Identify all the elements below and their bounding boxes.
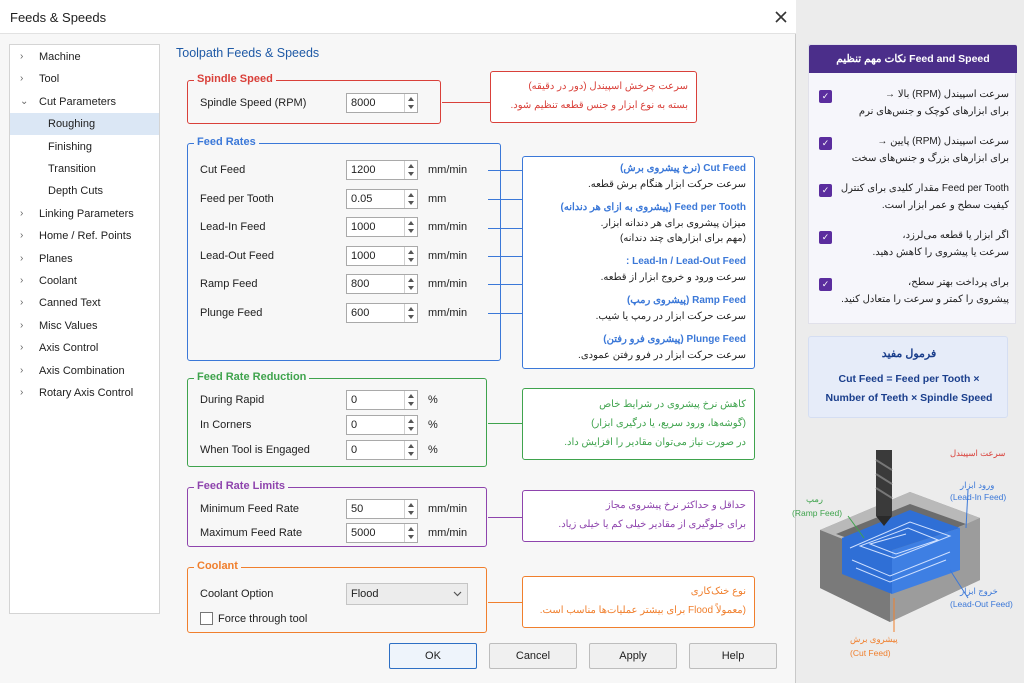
pocket-illustration xyxy=(790,430,1022,670)
ok-button[interactable]: OK xyxy=(389,643,477,669)
spin-arrows-icon[interactable] xyxy=(404,190,417,208)
feed-note-line-4-0: سرعت حرکت ابزار در فرو رفتن عمودی. xyxy=(578,350,746,361)
tree-item-transition[interactable] xyxy=(10,158,159,180)
tree-item-label: Rotary Axis Control xyxy=(39,387,134,399)
feed-note-title-0: Cut Feed (نرخ پیشروی برش) xyxy=(620,163,746,174)
feed-arrow-1 xyxy=(488,199,522,200)
reduction-input-0[interactable] xyxy=(346,390,418,410)
tree-item-label: Roughing xyxy=(48,118,96,131)
checkmark-icon: ✓ xyxy=(819,90,832,103)
feed_rates-value-2: 1000 xyxy=(351,221,376,234)
close-icon[interactable] xyxy=(772,8,790,26)
formula-line2: Number of Teeth × Spindle Speed xyxy=(825,392,993,404)
feed_rates-label-1: Feed per Tooth xyxy=(200,192,274,205)
reduction-note-line1: کاهش نرخ پیشروی در شرایط خاص xyxy=(599,399,746,410)
limits-value-0: 50 xyxy=(351,503,364,515)
limits-label-0: Minimum Feed Rate xyxy=(200,503,300,515)
feed-note-line-2-0: سرعت ورود و خروج ابزار از قطعه. xyxy=(600,272,746,283)
feed_rates-value-3: 1000 xyxy=(351,249,376,262)
tree-item-label: Machine xyxy=(39,51,81,63)
reduction-value-1: 0 xyxy=(351,419,358,431)
feed_rates-value-1: 0.05 xyxy=(351,192,373,205)
tips-header: نکات مهم تنظیم Feed and Speed xyxy=(809,45,1017,73)
feed-limits-title: Feed Rate Limits xyxy=(194,480,288,492)
limits-note xyxy=(522,490,755,542)
feed_rates-label-0: Cut Feed xyxy=(200,164,246,176)
feed-arrow-3 xyxy=(488,256,522,257)
reduction-unit-2: % xyxy=(428,444,438,456)
illus-cut-label: پیشروی برش xyxy=(850,634,898,644)
reduction-note-line2: (گوشه‌ها، ورود سریع، یا درگیری ابزار) xyxy=(591,418,746,429)
spin-arrows-icon[interactable] xyxy=(404,441,417,459)
tree-item-coolant[interactable] xyxy=(10,270,159,292)
tree-item-label: Canned Text xyxy=(39,297,101,310)
illus-cut-en: (Cut Feed) xyxy=(850,648,891,658)
tree-item-depth-cuts[interactable] xyxy=(10,180,159,202)
spindle-speed-input[interactable] xyxy=(346,93,418,113)
reduction-note-line3: در صورت نیاز می‌توان مقادیر را افزایش داد. xyxy=(564,437,746,448)
reduction-label-2: When Tool is Engaged xyxy=(200,444,310,456)
feed_rates-input-5[interactable] xyxy=(346,303,418,323)
reduction-unit-0: % xyxy=(428,394,438,406)
window-title: Feeds & Speeds xyxy=(10,10,107,25)
spin-arrows-icon[interactable] xyxy=(404,304,417,322)
spin-arrows-icon[interactable] xyxy=(404,500,417,518)
limits-label-1: Maximum Feed Rate xyxy=(200,527,303,539)
tip-line-3-1: سرعت یا پیشروی را کاهش دهید. xyxy=(872,247,1009,258)
reduction-label-1: In Corners xyxy=(200,419,252,431)
feed_rates-unit-5: mm/min xyxy=(428,307,468,319)
feed_rates-input-3[interactable] xyxy=(346,246,418,266)
chevron-down-icon[interactable]: ⌄ xyxy=(20,95,29,107)
feed-note-title-2: Lead-In / Lead-Out Feed : xyxy=(625,256,746,267)
formula-box xyxy=(808,336,1008,418)
feed_rates-value-4: 800 xyxy=(351,278,370,291)
illus-leadin-label: ورود ابزار xyxy=(960,480,995,490)
tree-item-label: Axis Combination xyxy=(39,364,125,377)
feed_rates-input-0[interactable] xyxy=(346,160,418,180)
tip-item-4 xyxy=(819,277,1009,315)
feed_rates-label-2: Lead-In Feed xyxy=(200,221,266,234)
reduction-input-2[interactable] xyxy=(346,440,418,460)
chevron-right-icon[interactable]: › xyxy=(20,342,24,354)
feed-arrow-4 xyxy=(488,284,522,285)
feed-note-title-4: Plunge Feed (پیشروی فرو رفتن) xyxy=(603,334,746,345)
feed-reduction-group xyxy=(187,371,487,467)
illus-ramp-label: رمپ xyxy=(806,494,824,504)
tree-item-tool[interactable] xyxy=(10,68,159,90)
spin-arrows-icon[interactable] xyxy=(404,247,417,265)
chevron-down-icon xyxy=(453,591,462,597)
tip-item-3 xyxy=(819,230,1009,268)
cancel-button[interactable]: Cancel xyxy=(489,643,577,669)
reduction-input-1[interactable] xyxy=(346,415,418,435)
tree-item-home-ref-points[interactable] xyxy=(10,225,159,247)
chevron-right-icon[interactable]: › xyxy=(20,364,24,376)
feed-note-line-1-1: (مهم برای ابزارهای چند دندانه) xyxy=(620,233,746,244)
feed-arrow-2 xyxy=(488,228,522,229)
chevron-right-icon[interactable]: › xyxy=(20,275,24,286)
limits-unit-1: mm/min xyxy=(428,527,468,539)
coolant-option-select[interactable] xyxy=(346,583,468,605)
tip-line-0-0: سرعت اسپیندل (RPM) بالا → xyxy=(885,89,1009,100)
chevron-right-icon[interactable]: › xyxy=(20,387,24,398)
tree-item-label: Coolant xyxy=(39,275,77,287)
reduction-note xyxy=(522,388,755,460)
feed-reduction-title: Feed Rate Reduction xyxy=(194,371,309,383)
coolant-note-line1: نوع خنک‌کاری xyxy=(690,586,746,597)
spindle-note-line2: بسته به نوع ابزار و جنس قطعه تنظیم شود. xyxy=(510,100,688,111)
tree-item-axis-control[interactable] xyxy=(10,337,159,359)
tree-item-label: Depth Cuts xyxy=(48,185,104,198)
feed_rates-unit-1: mm xyxy=(428,192,447,205)
tip-line-2-0: Feed per Tooth مقدار کلیدی برای کنترل xyxy=(840,183,1009,194)
limits-value-1: 5000 xyxy=(351,527,376,539)
feed-rates-note xyxy=(522,156,755,369)
feed-note-line-0-0: سرعت حرکت ابزار هنگام برش قطعه. xyxy=(587,179,746,190)
pocket-machining-illustration xyxy=(790,430,1022,670)
tree-item-linking-parameters[interactable] xyxy=(10,203,159,225)
limits-input-1[interactable] xyxy=(346,523,418,543)
spin-arrows-icon[interactable] xyxy=(404,524,417,542)
tree-item-label: Transition xyxy=(48,163,96,175)
tips-panel xyxy=(808,44,1016,324)
limits-input-0[interactable] xyxy=(346,499,418,519)
tip-line-0-1: برای ابزارهای کوچک و جنس‌های نرم xyxy=(858,106,1009,117)
feed_rates-value-5: 600 xyxy=(351,307,370,319)
tree-item-roughing[interactable] xyxy=(10,113,159,135)
reduction-arrow xyxy=(488,423,522,424)
spindle-group-title: Spindle Speed xyxy=(194,73,276,85)
limits-note-line2: برای جلوگیری از مقادیر خیلی کم یا خیلی زیاد. xyxy=(558,519,746,530)
spin-arrows-icon[interactable] xyxy=(404,94,417,112)
limits-unit-0: mm/min xyxy=(428,503,468,515)
feed_rates-input-2[interactable] xyxy=(346,217,418,237)
tree-item-axis-combination[interactable] xyxy=(10,360,159,382)
coolant-group xyxy=(187,560,487,633)
tree-item-label: Axis Control xyxy=(39,342,99,355)
tree-item-label: Planes xyxy=(39,252,73,265)
settings-tree xyxy=(9,44,160,614)
feed_rates-input-4[interactable] xyxy=(346,274,418,294)
force-through-tool-checkbox[interactable] xyxy=(200,612,213,625)
spin-arrows-icon[interactable] xyxy=(404,391,417,409)
feed-note-line-3-0: سرعت حرکت ابزار در رمپ یا شیب. xyxy=(595,311,746,322)
chevron-right-icon[interactable]: › xyxy=(20,319,24,331)
tree-item-canned-text[interactable] xyxy=(10,292,159,314)
checkmark-icon: ✓ xyxy=(819,231,832,244)
feed-note-title-1: Feed per Tooth (پیشروی به ازای هر دندانه) xyxy=(560,202,746,213)
illus-leadout-label: خروج ابزار xyxy=(960,586,998,596)
feed_rates-label-3: Lead-Out Feed xyxy=(200,249,274,262)
spindle-speed-value: 8000 xyxy=(351,97,376,109)
feed_rates-value-0: 1200 xyxy=(351,164,376,176)
spin-arrows-icon[interactable] xyxy=(404,416,417,434)
illus-leadin-en: (Lead-In Feed) xyxy=(950,492,1007,502)
checkmark-icon: ✓ xyxy=(819,278,832,291)
tip-item-2 xyxy=(819,183,1009,221)
coolant-option-label: Coolant Option xyxy=(200,588,274,600)
chevron-right-icon[interactable]: › xyxy=(20,207,24,219)
spin-arrows-icon[interactable] xyxy=(404,161,417,179)
chevron-right-icon[interactable]: › xyxy=(20,230,24,242)
illus-ramp-en: (Ramp Feed) xyxy=(792,508,843,518)
reduction-value-2: 0 xyxy=(351,444,358,456)
title-bar xyxy=(0,0,796,34)
feed-limits-group xyxy=(187,480,487,547)
tree-item-machine[interactable] xyxy=(10,46,159,68)
page-heading: Toolpath Feeds & Speeds xyxy=(176,46,320,60)
tip-item-0 xyxy=(819,89,1009,127)
feed_rates-label-5: Plunge Feed xyxy=(200,307,263,319)
chevron-right-icon[interactable]: › xyxy=(20,51,24,62)
feed-rates-title: Feed Rates xyxy=(194,136,259,148)
coolant-title: Coolant xyxy=(194,560,241,572)
limits-arrow xyxy=(488,517,522,518)
apply-button[interactable]: Apply xyxy=(589,643,677,669)
tree-item-finishing[interactable] xyxy=(10,136,159,158)
feed_rates-input-1[interactable] xyxy=(346,189,418,209)
feed-arrow-0 xyxy=(488,170,522,171)
spindle-note xyxy=(490,71,697,123)
tree-item-label: Home / Ref. Points xyxy=(39,230,132,243)
illus-leadout-en: (Lead-Out Feed) xyxy=(950,599,1013,609)
tree-item-label: Tool xyxy=(39,73,60,86)
checkmark-icon: ✓ xyxy=(819,184,832,197)
tree-item-misc-values[interactable] xyxy=(10,315,159,337)
feed-note-title-3: Ramp Feed (پیشروی رمپ) xyxy=(626,295,746,306)
tip-line-1-0: سرعت اسپیندل (RPM) پایین → xyxy=(877,136,1009,147)
tree-item-cut-parameters[interactable] xyxy=(10,91,159,113)
chevron-right-icon[interactable]: › xyxy=(20,73,24,85)
coolant-note-line2: (معمولاً Flood برای بیشتر عملیات‌ها مناسب است. xyxy=(539,605,746,616)
tip-line-3-0: اگر ابزار یا قطعه می‌لرزد، xyxy=(902,230,1009,241)
feed_rates-unit-3: mm/min xyxy=(428,249,468,262)
tip-item-1 xyxy=(819,136,1009,174)
tip-line-2-1: کیفیت سطح و عمر ابزار است. xyxy=(881,200,1009,211)
tree-item-rotary-axis-control[interactable] xyxy=(10,382,159,404)
spindle-speed-label: Spindle Speed (RPM) xyxy=(200,97,307,109)
force-through-tool-label: Force through tool xyxy=(218,613,308,625)
chevron-right-icon[interactable]: › xyxy=(20,252,24,264)
feed_rates-unit-2: mm/min xyxy=(428,221,468,234)
feed_rates-unit-0: mm/min xyxy=(428,164,468,176)
feed-note-line-1-0: میزان پیشروی برای هر دندانه ابزار. xyxy=(600,218,746,229)
limits-note-line1: حداقل و حداکثر نرخ پیشروی مجاز xyxy=(605,500,746,511)
feed_rates-unit-4: mm/min xyxy=(428,278,468,291)
tree-item-label: Cut Parameters xyxy=(39,95,117,108)
checkmark-icon: ✓ xyxy=(819,137,832,150)
spin-arrows-icon[interactable] xyxy=(404,218,417,236)
formula-title: فرمول مفید xyxy=(881,348,937,360)
reduction-label-0: During Rapid xyxy=(200,394,265,406)
feed-arrow-5 xyxy=(488,313,522,314)
tree-item-planes[interactable] xyxy=(10,248,159,270)
tip-line-4-0: برای پرداخت بهتر سطح، xyxy=(908,277,1009,288)
feed-rates-group xyxy=(187,136,501,361)
spindle-speed-group xyxy=(187,73,441,124)
spindle-arrow xyxy=(442,102,490,103)
tip-line-1-1: برای ابزارهای بزرگ و جنس‌های سخت xyxy=(851,153,1009,164)
help-button[interactable]: Help xyxy=(689,643,777,669)
reduction-unit-1: % xyxy=(428,419,438,431)
tree-item-label: Finishing xyxy=(48,140,93,153)
coolant-arrow xyxy=(488,602,522,603)
tree-item-label: Linking Parameters xyxy=(39,207,134,220)
formula-line1: Cut Feed = Feed per Tooth × xyxy=(838,373,980,385)
tree-item-label: Misc Values xyxy=(39,319,98,332)
reduction-value-0: 0 xyxy=(351,394,358,406)
coolant-note xyxy=(522,576,755,628)
spin-arrows-icon[interactable] xyxy=(404,275,417,293)
chevron-right-icon[interactable]: › xyxy=(20,297,24,309)
feed_rates-label-4: Ramp Feed xyxy=(200,278,258,291)
coolant-option-value: Flood xyxy=(351,588,379,600)
spindle-note-line1: سرعت چرخش اسپیندل (دور در دقیقه) xyxy=(528,81,688,92)
tip-line-4-1: پیشروی را کمتر و سرعت را متعادل کنید. xyxy=(841,294,1009,305)
illus-spindle-label: سرعت اسپیندل xyxy=(950,448,1006,458)
